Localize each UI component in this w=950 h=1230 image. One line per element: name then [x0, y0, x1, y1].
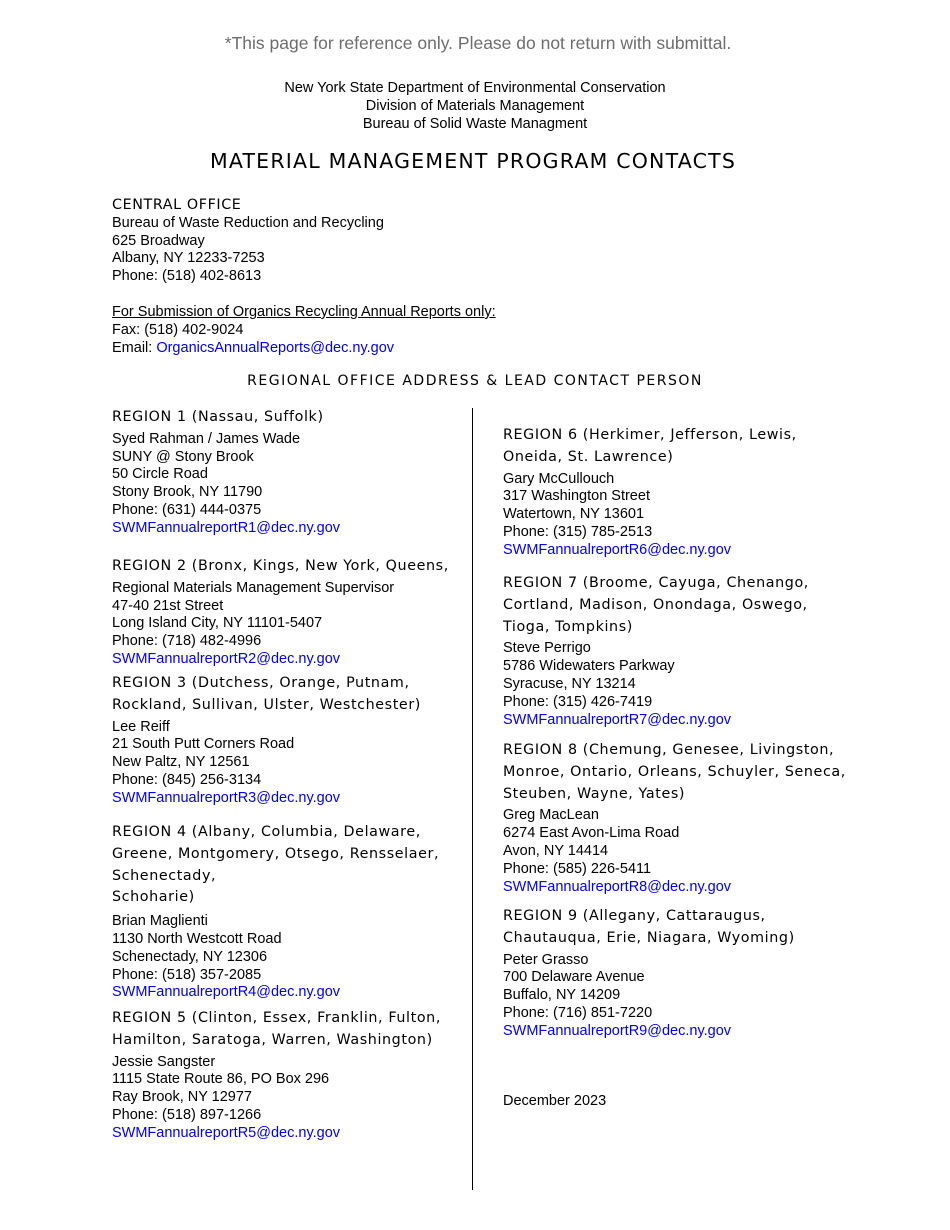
column-divider [472, 408, 473, 1190]
region-4-block [112, 824, 439, 1002]
region-email-link[interactable]: SWMFannualreportR4@dec.ny.gov [112, 984, 341, 1001]
region-heading: Greene, Montgomery, Otsego, Rensselaer, [112, 845, 440, 862]
region-heading: Hamilton, Saratoga, Warren, Washington) [112, 1031, 433, 1048]
region-contact: Greg MacLean [503, 807, 599, 824]
region-heading: Monroe, Ontario, Orleans, Schuyler, Seneca, [503, 763, 846, 780]
region-address-line: Avon, NY 14414 [503, 842, 609, 859]
region-address-line: 1115 State Route 86, PO Box 296 [112, 1071, 330, 1088]
organics-email-line [112, 340, 496, 358]
region-heading: REGION 3 (Dutchess, Orange, Putnam, [112, 675, 410, 691]
region-address-line: Buffalo, NY 14209 [503, 987, 621, 1004]
central-office-bureau: Bureau of Waste Reduction and Recycling [112, 214, 384, 231]
organics-email-link[interactable]: OrganicsAnnualReports@dec.ny.gov [156, 339, 395, 356]
region-address-line: 5786 Widewaters Parkway [503, 658, 675, 675]
region-phone: Phone: (518) 897-1266 [112, 1106, 262, 1123]
organics-email-label: Email: [112, 339, 157, 356]
region-address-line: Watertown, NY 13601 [503, 506, 645, 523]
region-address-line: SUNY @ Stony Brook [112, 448, 254, 465]
region-contact: Peter Grasso [503, 951, 589, 968]
region-6-block [503, 427, 797, 560]
region-contact: Brian Maglienti [112, 913, 208, 930]
region-email-link[interactable]: SWMFannualreportR7@dec.ny.gov [503, 711, 732, 728]
region-heading: REGION 1 (Nassau, Suffolk) [112, 409, 324, 425]
region-email-link[interactable]: SWMFannualreportR6@dec.ny.gov [503, 541, 732, 558]
region-email-link[interactable]: SWMFannualreportR1@dec.ny.gov [112, 519, 341, 536]
organics-heading: For Submission of Organics Recycling Annual Reports only: [112, 303, 496, 320]
region-1-block [112, 409, 340, 538]
region-address-line: 47-40 21st Street [112, 597, 224, 614]
region-contact: Gary McCullouch [503, 470, 615, 487]
central-office-heading: CENTRAL OFFICE [112, 197, 242, 213]
agency-department: New York State Department of Environmental Conservation [284, 80, 666, 96]
region-contact: Lee Reiff [112, 718, 170, 735]
region-heading: Chautauqua, Erie, Niagara, Wyoming) [503, 929, 795, 946]
region-address-line: Syracuse, NY 13214 [503, 675, 636, 692]
region-contact: Syed Rahman / James Wade [112, 430, 301, 447]
region-address-line: 50 Circle Road [112, 466, 208, 483]
region-contact: Jessie Sangster [112, 1053, 216, 1070]
region-phone: Phone: (845) 256-3134 [112, 771, 262, 788]
region-heading: REGION 2 (Bronx, Kings, New York, Queens, [112, 558, 449, 574]
central-office-city: Albany, NY 12233-7253 [112, 250, 265, 267]
region-heading: REGION 5 (Clinton, Essex, Franklin, Fulton, [112, 1010, 441, 1026]
region-9-block [503, 908, 795, 1041]
region-address-line: 317 Washington Street [503, 488, 650, 505]
region-8-block [503, 742, 846, 896]
region-phone: Phone: (518) 357-2085 [112, 966, 262, 983]
organics-fax: Fax: (518) 402-9024 [112, 321, 244, 338]
reference-note: *This page for reference only. Please do not return with submittal. [224, 33, 732, 53]
region-phone: Phone: (585) 226-5411 [503, 860, 652, 877]
central-office-phone: Phone: (518) 402-8613 [112, 268, 262, 285]
region-contact: Steve Perrigo [503, 640, 591, 657]
region-address-line: 6274 East Avon-Lima Road [503, 825, 680, 842]
central-office-block [112, 197, 496, 357]
region-phone: Phone: (716) 851-7220 [503, 1004, 653, 1021]
region-heading: Tioga, Tompkins) [503, 618, 633, 635]
agency-division: Division of Materials Management [365, 97, 585, 114]
page-title: MATERIAL MANAGEMENT PROGRAM CONTACTS [209, 149, 737, 173]
region-address-line: 700 Delaware Avenue [503, 969, 645, 986]
region-address-line: Long Island City, NY 11101-5407 [112, 615, 323, 632]
document-date: December 2023 [503, 1093, 607, 1109]
region-heading: REGION 4 (Albany, Columbia, Delaware, [112, 824, 421, 840]
region-email-link[interactable]: SWMFannualreportR3@dec.ny.gov [112, 789, 341, 806]
region-phone: Phone: (315) 426-7419 [503, 693, 653, 710]
region-2-block [112, 558, 449, 669]
region-heading: REGION 7 (Broome, Cayuga, Chenango, [503, 575, 809, 591]
region-3-block [112, 675, 421, 808]
agency-header [0, 80, 950, 133]
region-address-line: 1130 North Westcott Road [112, 930, 282, 947]
region-email-link[interactable]: SWMFannualreportR2@dec.ny.gov [112, 650, 341, 667]
region-address-line: Stony Brook, NY 11790 [112, 484, 263, 501]
region-address-line: New Paltz, NY 12561 [112, 754, 250, 771]
region-heading: Schoharie) [112, 889, 195, 906]
agency-bureau: Bureau of Solid Waste Managment [362, 115, 588, 132]
region-heading: REGION 9 (Allegany, Cattaraugus, [503, 908, 766, 924]
region-phone: Phone: (718) 482-4996 [112, 633, 262, 650]
region-heading: Cortland, Madison, Onondaga, Oswego, [503, 596, 808, 613]
region-contact: Regional Materials Management Supervisor [112, 579, 395, 596]
region-phone: Phone: (631) 444-0375 [112, 501, 262, 518]
region-phone: Phone: (315) 785-2513 [503, 523, 653, 540]
region-email-link[interactable]: SWMFannualreportR8@dec.ny.gov [503, 878, 732, 895]
region-address-line: Schenectady, NY 12306 [112, 948, 268, 965]
region-heading: Schenectady, [112, 867, 217, 884]
region-email-link[interactable]: SWMFannualreportR5@dec.ny.gov [112, 1124, 341, 1141]
region-heading: Rockland, Sullivan, Ulster, Westchester) [112, 696, 421, 713]
region-email-link[interactable]: SWMFannualreportR9@dec.ny.gov [503, 1022, 732, 1039]
regional-title: REGIONAL OFFICE ADDRESS & LEAD CONTACT PERSON [247, 373, 703, 389]
region-7-block [503, 575, 809, 729]
region-heading: Oneida, St. Lawrence) [503, 448, 674, 465]
region-heading: REGION 6 (Herkimer, Jefferson, Lewis, [503, 427, 797, 443]
region-address-line: Ray Brook, NY 12977 [112, 1089, 252, 1106]
region-heading: Steuben, Wayne, Yates) [503, 785, 686, 802]
region-address-line: 21 South Putt Corners Road [112, 736, 295, 753]
central-office-street: 625 Broadway [112, 232, 205, 249]
region-heading: REGION 8 (Chemung, Genesee, Livingston, [503, 742, 835, 758]
region-5-block [112, 1010, 441, 1143]
